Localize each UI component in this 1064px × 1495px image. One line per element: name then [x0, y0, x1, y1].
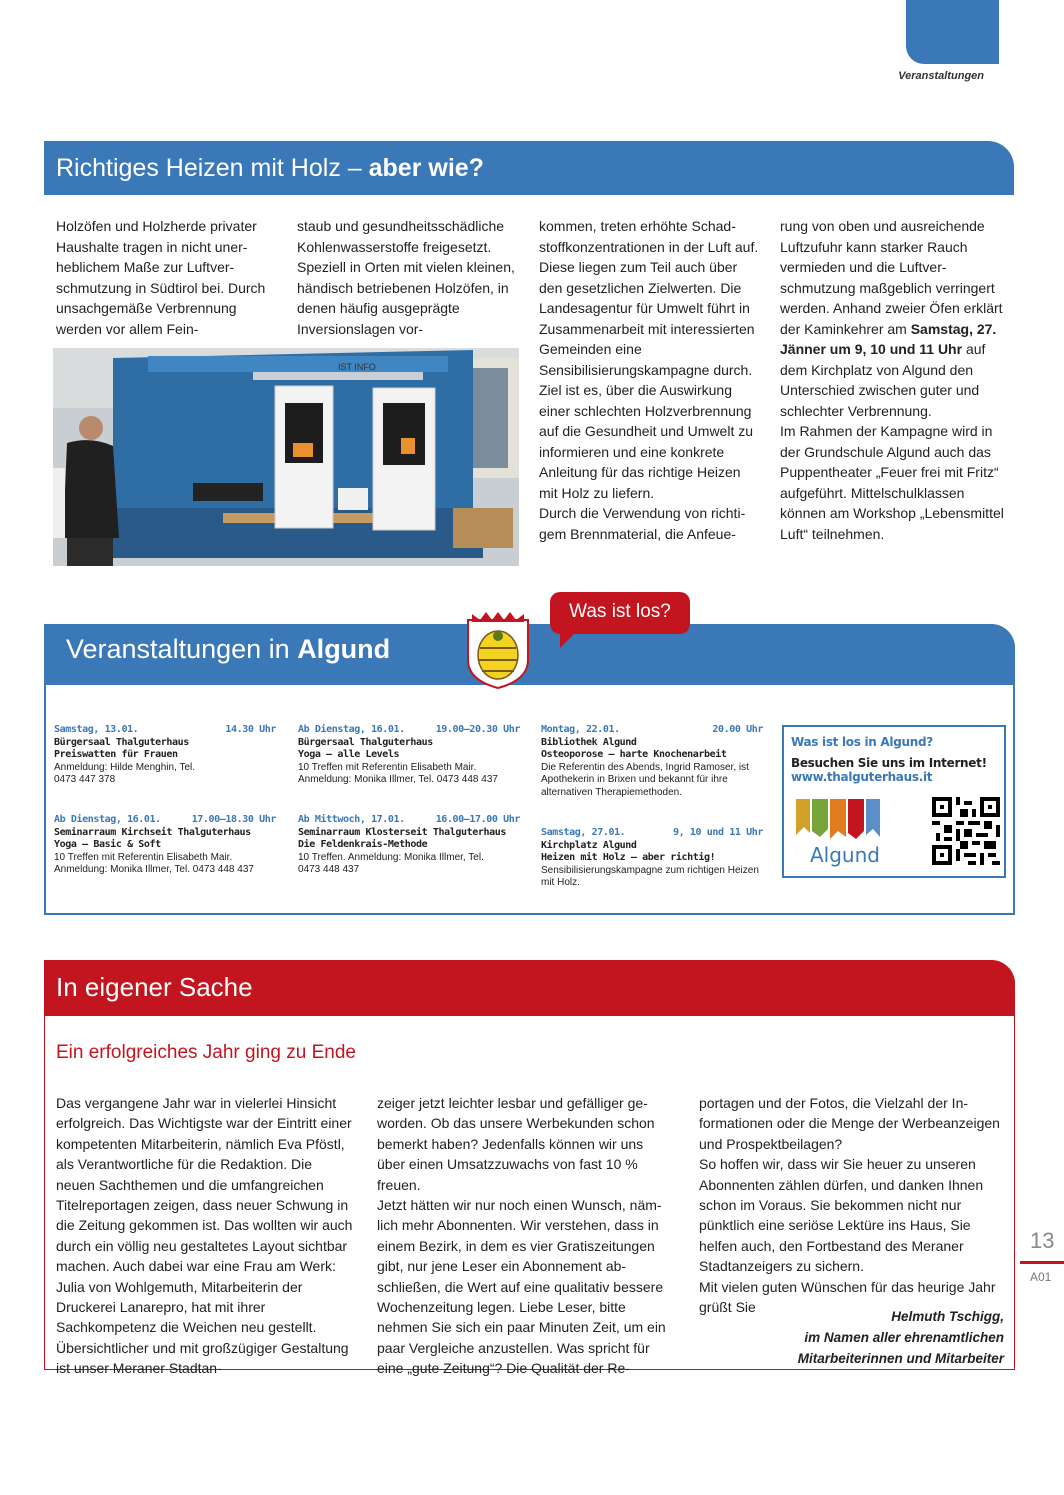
date-highlight: Samstag, 27. Jänner um 9, 10 und 11 Uhr	[780, 320, 997, 357]
signature-name: Helmuth Tschigg,	[891, 1309, 1004, 1324]
event-place: Bürgersaal Thalguterhaus	[54, 736, 189, 748]
event-date: Ab Dienstag, 16.01.	[54, 814, 161, 825]
page-code: A01	[1030, 1270, 1052, 1284]
article-heading	[44, 141, 1014, 195]
paragraph: kommen, treten erhöhte Schadstoffkonzentrationen in der Luft auf. Diese liegen zum Teil auch über den gesetzlichen Zielwerten. Die Landesagentur für Umwelt führt in Zusammenarbeit mit interessierten Gemeinden eine Sensibilisierungskampagne durch. Ziel ist es, über die Auswirkung einer schlechten Holzverbrennung auf die Gesundheit und Umwelt zu informieren und eine konkrete Anleitung für das richtige Heizen mit Holz zu liefern.	[539, 218, 759, 501]
event-note: Sensibilisierungskampagne zum richtigen Heizen mit Holz.	[541, 864, 759, 888]
coat-of-arms-icon	[466, 608, 530, 690]
event-date: Samstag, 27.01.	[541, 827, 626, 838]
article1-col1	[56, 216, 281, 339]
paragraph: Holzöfen und Holzherde privater Haushalte tragen in nicht unerheblichem Maße zur Luftverschmutzung in Südtirol bei. Durch unsachgemäße Verbrennung werden vor allem Fein-	[56, 218, 266, 337]
event-note: 10 Treffen mit Referentin Elisabeth Mair. Anmeldung: Monika Illmer, Tel. 0473 448 437	[298, 761, 498, 785]
article2-col1	[56, 1093, 354, 1379]
event-place: Bürgersaal Thalguterhaus	[298, 736, 433, 748]
paragraph: Durch die Verwendung von richtigem Brennmaterial, die Anfeue-	[539, 505, 746, 542]
event-title: Preiswatten für Frauen	[54, 749, 178, 760]
event-title: Heizen mit Holz – aber richtig!	[541, 852, 716, 863]
paragraph: Jetzt hätten wir nur noch einen Wunsch, nämlich mehr Abonnenten. Wir verstehen, dass in einem Bezirk, in dem es vier Gratiszeitungen gibt, nur jene Leser ein Abonnement abschließen, die Wert auf eine qualitativ bessere Wochenzeitung legen. Liebe Leser, bitte nehmen Sie sich ein paar Minuten Zeit, um ein paar Vergleiche anzustellen. Was spricht für eine „gute Zeitung“? Die Qualität der Re-	[377, 1197, 666, 1377]
event-place: Kirchplatz Algund	[541, 839, 637, 851]
article1-col2	[297, 216, 523, 339]
event-time: 14.30 Uhr	[225, 724, 276, 735]
event-item	[541, 827, 763, 890]
what-is-on-bubble: Was ist los?	[550, 592, 690, 634]
event-title: Yoga – alle Levels	[298, 749, 400, 760]
info-box-title: Was ist los in Algund?	[791, 735, 933, 749]
event-time: 20.00 Uhr	[712, 724, 763, 735]
signature-line: Mitarbeiterinnen und Mitarbeiter	[797, 1351, 1004, 1366]
info-box-subtitle: Besuchen Sie uns im Internet!	[791, 756, 987, 770]
page-number: 13	[1030, 1228, 1055, 1253]
paragraph: staub und gesundheitsschädliche Kohlenwasserstoffe freigesetzt. Speziell in Orten mit vielen kleinen, händisch betriebenen Holzöfen, in denen häufig ausgeprägte Inversionslagen vor-	[297, 218, 515, 337]
event-note: 10 Treffen mit Referentin Elisabeth Mair. Anmeldung: Monika Illmer, Tel. 0473 448 437	[54, 851, 254, 875]
heading-normal: Veranstaltungen in	[66, 634, 298, 664]
event-place: Bibliothek Algund	[541, 736, 637, 748]
event-note: 10 Treffen. Anmeldung: Monika Illmer, Tel. 0473 448 437	[298, 851, 484, 875]
event-title: Yoga – Basic & Soft	[54, 839, 161, 850]
event-item	[298, 814, 520, 877]
event-note: Anmeldung: Hilde Menghin, Tel. 0473 447 378	[54, 761, 196, 785]
paragraph: Das vergangene Jahr war in vielerlei Hinsicht erfolgreich. Das Wichtigste war der Eintritt einer kompetenten Mitarbeiterin, nämlich Eva Pföstl, als Verantwortliche für die Redaktion. Die neuen Sachthemen und die umfangreichen Titelreportagen zeigen, dass neuer Schwung in die Zeitung gekommen ist. Das wollten wir auch durch ein völlig neu gestaltetes Layout sichtbar machen. Auch dabei war eine Frau am Werk: Julia von Wohlgemuth, Mitarbeiterin der Druckerei Lanarepro, hat mit ihrer Sachkompetenz die Weichen neu gestellt. Übersichtlicher und mit großzügiger Gestaltung ist unser Meraner Stadtan-	[56, 1095, 353, 1377]
heading-bold: aber wie?	[368, 154, 484, 182]
text: auf dem Kirchplatz von Algund den Unterschied zwischen guter und schlechter Verbrennung.	[780, 341, 986, 419]
page-divider	[1020, 1261, 1064, 1264]
paragraph: portagen und der Fotos, die Vielzahl der Informationen oder die Menge der Werbeanzeigen und Prospektbeilagen?	[699, 1095, 1000, 1152]
bubble-tail	[560, 630, 578, 648]
article2-col2	[377, 1093, 675, 1379]
article-photo	[53, 348, 519, 566]
heading-bold: Algund	[297, 634, 391, 664]
event-title: Osteoporose – harte Knochenarbeit	[541, 749, 727, 760]
paragraph: Im Rahmen der Kampagne wird in der Grundschule Algund auch das Puppentheater „Feuer frei mit Fritz“ aufgeführt. Mittelschulklassen können am Workshop „Lebensmittel Luft“ teilnehmen.	[780, 423, 1004, 542]
text: rung von oben und ausreichende Luftzufuhr kann starker Rauch vermieden und die Luftverschmutzung maßgeblich verringert werden. Anhand zweier Öfen erklärt der Kaminkehrer am	[780, 218, 1003, 337]
event-item	[54, 814, 276, 877]
website-link[interactable]: www.thalguterhaus.it	[791, 770, 933, 784]
event-item	[54, 724, 276, 787]
paragraph: zeiger jetzt leichter lesbar und gefälliger geworden. Ob das unsere Werbekunden schon bemerkt haben? Jedenfalls können wir uns über einen Umsatzzuwachs von fast 10 % freuen.	[377, 1095, 655, 1193]
event-item	[541, 724, 763, 799]
paragraph: So hoffen wir, dass wir Sie heuer zu unseren Abonnenten zählen dürfen, und danken Ihnen schon im Voraus. Sie bekommen nicht nur pünktlich eine seriöse Lektüre ins Haus, Sie helfen auch, den Fortbestand des Meraner Stadtanzeigers zu sichern.	[699, 1156, 984, 1275]
section-label: Veranstaltungen	[898, 70, 984, 82]
event-item	[298, 724, 520, 787]
paragraph	[780, 216, 1008, 421]
signature-line: im Namen aller ehrenamtlichen	[804, 1330, 1004, 1345]
event-place: Seminarraum Klosterseit Thalguterhaus	[298, 826, 506, 838]
photo-sign-text: IST INFO	[338, 362, 376, 372]
website-info-box	[782, 725, 1006, 878]
event-time: 9, 10 und 11 Uhr	[673, 827, 763, 838]
event-time: 16.00–17.00 Uhr	[435, 814, 520, 825]
article2-col3	[699, 1093, 1001, 1317]
article2-heading: In eigener Sache	[44, 960, 1015, 1016]
heading-normal: Richtiges Heizen mit Holz –	[56, 154, 369, 182]
event-date: Montag, 22.01.	[541, 724, 620, 735]
signature-block	[798, 1306, 1004, 1369]
event-date: Ab Mittwoch, 17.01.	[298, 814, 405, 825]
section-tab	[906, 0, 999, 64]
paragraph: Mit vielen guten Wünschen für das heurige Jahr grüßt Sie	[699, 1278, 996, 1316]
qr-code-icon[interactable]	[932, 797, 1000, 865]
event-time: 19.00–20.30 Uhr	[435, 724, 520, 735]
event-note: Die Referentin des Abends, Ingrid Ramoser, ist Apothekerin in Brixen und bekannt für ihre alternativen Therapiemethoden.	[541, 761, 749, 798]
event-time: 17.00–18.30 Uhr	[191, 814, 276, 825]
article2-subtitle: Ein erfolgreiches Jahr ging zu Ende	[56, 1042, 356, 1063]
event-date: Samstag, 13.01.	[54, 724, 139, 735]
article1-col3	[539, 216, 761, 544]
article1-col4	[780, 216, 1008, 544]
event-date: Ab Dienstag, 16.01.	[298, 724, 405, 735]
event-place: Seminarraum Kirchseit Thalguterhaus	[54, 826, 251, 838]
algund-logo-text: Algund	[810, 843, 880, 867]
event-title: Die Feldenkrais-Methode	[298, 839, 428, 850]
